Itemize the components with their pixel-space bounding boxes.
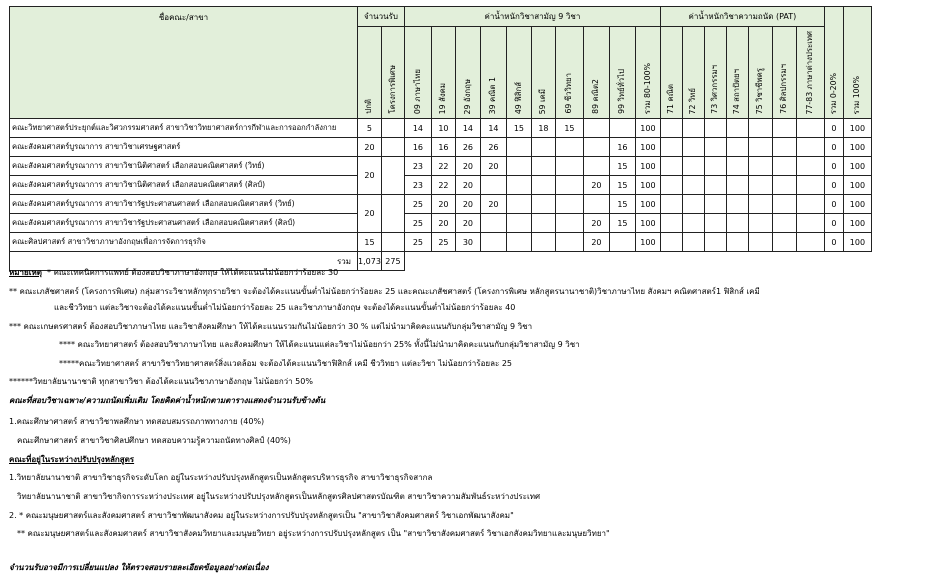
note-5: *****คณะวิทยาศาสตร์ สาขาวิชาวิทยาศาสตร์สิ่งแวดล้อม จะต้องได้คะแนนวิชาฟิสิกส์ เคมี ชีววิทยา แต่ละวิชา ไม่น้อยกว่าร้อยละ 25 [59,359,512,368]
cell-p77 [796,233,824,252]
cell-s19: 22 [431,157,455,176]
cell-s09: 25 [404,233,431,252]
total-special: 275 [381,252,404,271]
cell-sum2: 0 [824,176,843,195]
cell-p73 [704,233,726,252]
cell-p72 [682,214,704,233]
capacity-normal: 15 [358,233,382,252]
col-s29-header: 29 อังกฤษ [455,27,480,119]
cell-sum3: 100 [843,138,871,157]
cell-p77 [796,138,824,157]
note-14: ** คณะมนุษยศาสตร์และสังคมศาสตร์ สาขาวิชาสังคมวิทยาและมนุษยวิทยา อยู่ระหว่างการปรับปรุงหลักสูตร เป็น "สาขาวิชาสังคมศาสตร์ วิชาเอกสังคมวิทยาและมนุษยวิทยา" [17,529,610,538]
note-12: วิทยาลัยนานาชาติ สาขาวิชากิจการระหว่างประเทศ อยู่ในระหว่างปรับปรุงหลักสูตรเป็นหลักสูตรศิลปศาสตรบัณฑิต สาขาวิชาความสัมพันธ์ระหว่างประเทศ [17,492,541,501]
cell-s99: 15 [609,195,635,214]
cell-s29: 26 [455,138,480,157]
cell-p75 [748,195,772,214]
capacity-special [381,119,404,138]
cell-sum1: 100 [635,157,660,176]
cell-s29: 14 [455,119,480,138]
cell-p73 [704,176,726,195]
cell-p76 [772,157,796,176]
cell-p77 [796,119,824,138]
cell-s29: 20 [455,176,480,195]
cell-p73 [704,157,726,176]
table-row [10,138,872,157]
cell-s39 [480,176,506,195]
total-blank [404,252,871,271]
cell-p72 [682,195,704,214]
col-special-header: โครงการพิเศษ [381,27,404,119]
cell-p75 [748,119,772,138]
note-4: **** คณะวิทยาศาสตร์ ต้องสอบวิชาภาษาไทย และสังคมศึกษา ให้ได้คะแนนแต่ละวิชาไม่น้อยกว่า 25% ทั้งนี้ไม่นำมาคิดคะแนนกับกลุ่มวิชาสามัญ 9 วิชา [59,340,580,349]
table-row [10,176,872,195]
cell-s99 [609,119,635,138]
cell-p75 [748,176,772,195]
capacity-normal: 5 [358,119,382,138]
total-label: รวม [10,252,358,271]
cell-p77 [796,214,824,233]
cell-p73 [704,195,726,214]
faculty-header: ชื่อคณะ/สาขา [10,7,358,119]
table-row [10,233,872,252]
cell-p72 [682,119,704,138]
cell-p77 [796,195,824,214]
cell-p72 [682,233,704,252]
cell-sum1: 100 [635,195,660,214]
cell-sum3: 100 [843,233,871,252]
cell-s49 [506,233,531,252]
cell-p74 [726,176,748,195]
cell-s59 [531,214,555,233]
cell-p74 [726,214,748,233]
cell-s49 [506,176,531,195]
cell-p74 [726,233,748,252]
col-p75-header: 75 วิชาชีพครู [748,27,772,119]
cell-s99 [609,233,635,252]
cell-s19: 20 [431,214,455,233]
cell-s39 [480,214,506,233]
cell-s59: 18 [531,119,555,138]
col-p74-header: 74 สถาปัตยฯ [726,27,748,119]
cell-p75 [748,233,772,252]
cell-s09: 25 [404,195,431,214]
cell-s69 [555,233,583,252]
cell-sum1: 100 [635,214,660,233]
cell-s69 [555,157,583,176]
cell-s69 [555,214,583,233]
table-row [10,119,872,138]
cell-sum1: 100 [635,138,660,157]
cell-s89: 20 [583,214,609,233]
sum2-header: รวม 0-20% [824,7,843,119]
col-s19-header: 19 สังคม [431,27,455,119]
cell-s89 [583,138,609,157]
capacity-normal: 20 [358,138,382,157]
cell-p73 [704,214,726,233]
cell-p76 [772,195,796,214]
cell-p75 [748,138,772,157]
table-row [10,157,872,176]
faculty-name: คณะวิทยาศาสตร์ประยุกต์และวิศวกรรมศาสตร์ สาขาวิชาวิทยาศาสตร์การกีฬาและการออกกำลังกาย [10,119,358,138]
cell-p71 [660,233,682,252]
cell-sum2: 0 [824,195,843,214]
cell-sum1: 100 [635,233,660,252]
cell-p73 [704,119,726,138]
cell-sum3: 100 [843,214,871,233]
cell-p72 [682,157,704,176]
cell-s39: 14 [480,119,506,138]
cell-sum1: 100 [635,176,660,195]
cell-sum2: 0 [824,119,843,138]
col-s89-header: 89 คณิต2 [583,27,609,119]
cell-s19: 10 [431,119,455,138]
nine-subjects-header: ค่าน้ำหนักวิชาสามัญ 9 วิชา [404,7,660,27]
col-s39-header: 39 คณิต 1 [480,27,506,119]
faculty-name: คณะสังคมศาสตร์บูรณาการ สาขาวิชาเศรษฐศาสตร์ [10,138,358,157]
col-s69-header: 69 ชีววิทยา [555,27,583,119]
note-6: ******วิทยาลัยนานาชาติ ทุกสาขาวิชา ต้องได้คะแนนวิชาภาษาอังกฤษ ไม่น้อยกว่า 50% [9,377,313,386]
cell-s49 [506,157,531,176]
cell-s99: 15 [609,176,635,195]
cell-p74 [726,157,748,176]
cell-p77 [796,176,824,195]
note-8: 1.คณะศึกษาศาสตร์ สาขาวิชาพลศึกษา ทดสอบสมรรถภาพทางกาย (40%) [9,417,265,426]
cell-p76 [772,214,796,233]
cell-s39: 20 [480,195,506,214]
cell-s49 [506,195,531,214]
cell-p76 [772,119,796,138]
cell-sum2: 0 [824,157,843,176]
col-p73-header: 73 วิศวกรรมฯ [704,27,726,119]
cell-s09: 25 [404,214,431,233]
capacity-special [381,233,404,252]
capacity-normal: 20 [358,195,382,233]
cell-p75 [748,214,772,233]
col-normal-header: ปกติ [358,27,382,119]
cell-p71 [660,176,682,195]
cell-s09: 14 [404,119,431,138]
pat-header: ค่าน้ำหนักวิชาความถนัด (PAT) [660,7,824,27]
col-p77-header: 77-83 ภาษาต่างประเทศ [796,27,824,119]
cell-s89 [583,157,609,176]
note-7: คณะที่สอบวิชาเฉพาะ/ความถนัดเพิ่มเติม โดยคิดค่าน้ำหนักตามตารางแสดงจำนวนรับข้างต้น [9,396,326,405]
cell-p73 [704,138,726,157]
cell-p76 [772,233,796,252]
cell-s39 [480,233,506,252]
sum3-header: รวม 100% [843,7,871,119]
cell-s29: 20 [455,157,480,176]
note-2a: ** คณะเภสัชศาสตร์ (โครงการพิเศษ) กลุ่มสาระวิชาหลักทุกรายวิชา จะต้องได้คะแนนขั้นต่ำไม่น้อยกว่าร้อยละ 25 และคณะเภสัชศาสตร์ (โครงการพิเศษ หลักสูตรนานาชาติ)วิชาภาษาไทย สังคมฯ คณิตศาสตร์1 ฟิสิกส์ เคมี [9,287,760,296]
cell-s89: 20 [583,176,609,195]
table-row [10,195,872,214]
col-s99-header: 99 วิทย์ทั่วไป [609,27,635,119]
admission-table [9,6,872,271]
capacity-normal: 20 [358,157,382,195]
cell-s99: 15 [609,214,635,233]
col-sum1-header: รวม 80-100% [635,27,660,119]
col-s59-header: 59 เคมี [531,27,555,119]
cell-s49: 15 [506,119,531,138]
cell-p75 [748,157,772,176]
cell-s29: 20 [455,214,480,233]
cell-s19: 25 [431,233,455,252]
cell-s09: 23 [404,176,431,195]
cell-sum3: 100 [843,119,871,138]
faculty-name: คณะสังคมศาสตร์บูรณาการ สาขาวิชารัฐประศาสนศาสตร์ เลือกสอบคณิตศาสตร์ (วิทย์) [10,195,358,214]
note-11: 1.วิทยาลัยนานาชาติ สาขาวิชาธุรกิจระดับโลก อยู่ในระหว่างปรับปรุงหลักสูตรเป็นหลักสูตรบริหารธุรกิจ สาขาวิชาธุรกิจสากล [9,473,433,482]
cell-s39: 20 [480,157,506,176]
col-p71-header: 71 คณิต [660,27,682,119]
cell-s59 [531,233,555,252]
cell-p74 [726,119,748,138]
capacity-special [381,157,404,195]
cell-sum3: 100 [843,176,871,195]
capacity-special [381,195,404,233]
cell-s59 [531,195,555,214]
cell-s59 [531,157,555,176]
cell-s19: 20 [431,195,455,214]
capacity-header: จำนวนรับ [358,7,405,27]
note-9: คณะศึกษาศาสตร์ สาขาวิชาศิลปศึกษา ทดสอบความรู้ความถนัดทางศิลป์ (40%) [17,436,291,445]
cell-s59 [531,138,555,157]
cell-p74 [726,195,748,214]
faculty-name: คณะสังคมศาสตร์บูรณาการ สาขาวิชานิติศาสตร์ เลือกสอบคณิตศาสตร์ (ศิลป์) [10,176,358,195]
col-s49-header: 49 ฟิสิกส์ [506,27,531,119]
cell-sum1: 100 [635,119,660,138]
note-line-1 [9,268,338,278]
cell-s59 [531,176,555,195]
cell-s29: 20 [455,195,480,214]
cell-sum3: 100 [843,195,871,214]
cell-s29: 30 [455,233,480,252]
note-13: 2. * คณะมนุษยศาสตร์และสังคมศาสตร์ สาขาวิชาพัฒนาสังคม อยู่ในระหว่างการปรับปรุงหลักสูตรเป็น "สาขาวิชาสังคมศาสตร์ วิชาเอกพัฒนาสังคม" [9,511,514,520]
faculty-name: คณะสังคมศาสตร์บูรณาการ สาขาวิชานิติศาสตร์ เลือกสอบคณิตศาสตร์ (วิทย์) [10,157,358,176]
cell-p76 [772,176,796,195]
cell-s69 [555,195,583,214]
note-2b: และชีววิทยา แต่ละวิชาจะต้องได้คะแนนขั้นต่ำไม่น้อยกว่าร้อยละ 25 และวิชาภาษาอังกฤษ จะต้องได้คะแนนขั้นต่ำไม่น้อยกว่าร้อยละ 40 [54,303,516,312]
cell-sum2: 0 [824,138,843,157]
table-row [10,214,872,233]
cell-s49 [506,214,531,233]
faculty-name: คณะศิลปศาสตร์ สาขาวิชาภาษาอังกฤษเพื่อการจัดการธุรกิจ [10,233,358,252]
note-15: จำนวนรับอาจมีการเปลี่ยนแปลง ให้ตรวจสอบรายละเอียดข้อมูลอย่างต่อเนื่อง [9,563,269,572]
cell-sum2: 0 [824,214,843,233]
cell-s09: 23 [404,157,431,176]
cell-s89: 20 [583,233,609,252]
note-10: คณะที่อยู่ในระหว่างปรับปรุงหลักสูตร [9,455,135,464]
cell-s19: 16 [431,138,455,157]
col-p76-header: 76 ศิลปกรรมฯ [772,27,796,119]
note-1: * คณะเทคนิคการแพทย์ ต้องสอบวิชาภาษาอังกฤษ ให้ได้คะแนนไม่น้อยกว่าร้อยละ 30 [47,268,339,277]
cell-s09: 16 [404,138,431,157]
cell-s89 [583,119,609,138]
cell-p74 [726,138,748,157]
cell-p77 [796,157,824,176]
faculty-name: คณะสังคมศาสตร์บูรณาการ สาขาวิชารัฐประศาสนศาสตร์ เลือกสอบคณิตศาสตร์ (ศิลป์) [10,214,358,233]
remark-label: หมายเหตุ [9,268,42,277]
cell-s19: 22 [431,176,455,195]
cell-s99: 15 [609,157,635,176]
cell-s49 [506,138,531,157]
cell-s69 [555,138,583,157]
cell-p71 [660,214,682,233]
total-normal: 1,073 [358,252,382,271]
cell-p72 [682,176,704,195]
cell-sum3: 100 [843,157,871,176]
cell-p76 [772,138,796,157]
cell-p72 [682,138,704,157]
cell-p71 [660,157,682,176]
cell-s69: 15 [555,119,583,138]
col-p72-header: 72 วิทย์ [682,27,704,119]
cell-p71 [660,138,682,157]
cell-p71 [660,195,682,214]
cell-s99: 16 [609,138,635,157]
cell-s39: 26 [480,138,506,157]
capacity-special [381,138,404,157]
note-3: *** คณะเกษตรศาสตร์ ต้องสอบวิชาภาษาไทย และวิชาสังคมศึกษา ให้ได้คะแนนรวมกันไม่น้อยกว่า 30 % แต่ไม่นำมาคิดคะแนนกับกลุ่มวิชาสามัญ 9 วิชา [9,322,533,331]
cell-p71 [660,119,682,138]
col-s09-header: 09 ภาษาไทย [404,27,431,119]
cell-sum2: 0 [824,233,843,252]
cell-s69 [555,176,583,195]
cell-s89 [583,195,609,214]
